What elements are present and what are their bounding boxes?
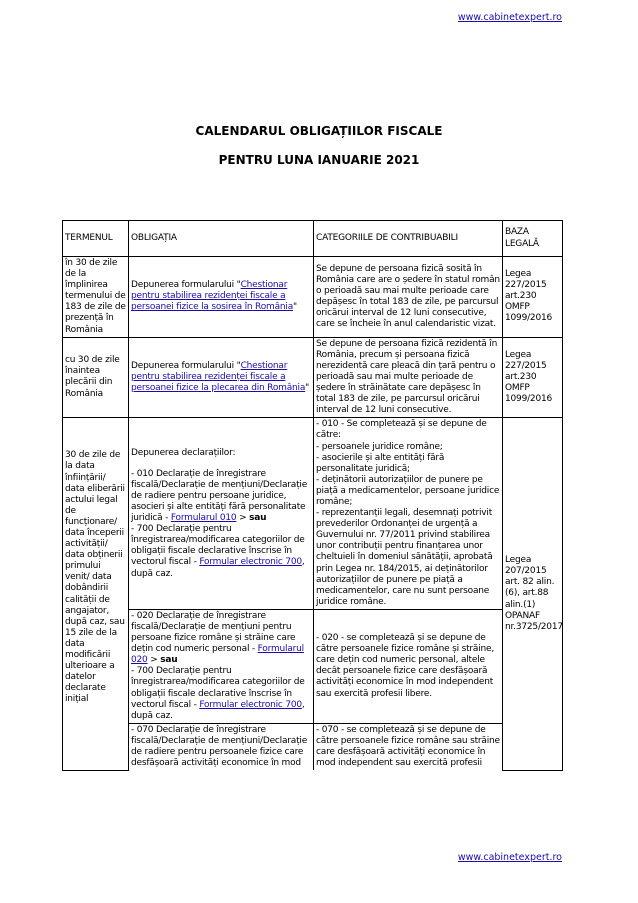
sub1-t1b: > (236, 513, 250, 524)
sub2-decl-700 (131, 666, 311, 721)
sub1-or: sau (249, 513, 267, 524)
sub1-intro: Depunerea declarațiilor: (131, 447, 236, 458)
row3-sub2-obligatia (129, 609, 314, 723)
row1-categorii: Se depune de persoana fizică sosită în România care are o ședere în statul român o perioadă sau mai multe perioade care depășesc în total 183 de zile, pe parcursul oricărui interval de 12 luni consecutive, care se încheie în anul calendaristic vizat. (314, 257, 503, 338)
table-header-row (63, 221, 563, 257)
formular-020-link[interactable]: Formularul 020 (131, 644, 304, 666)
sub1-cat-0: - 010 - Se completează și se depune de către: (316, 419, 487, 441)
row1-oblig-post: " (293, 302, 297, 313)
table-row (63, 418, 563, 610)
formular-700-link[interactable]: Formular electronic 700 (199, 557, 302, 568)
sub1-cat-4: - reprezentanții legali, desemnați potrivit prevederilor Ordonanței de urgență a Guvernului nr. 77/2011 privind stabilirea unor contribuții pentru finanțarea unor cheltuieli în domeniul sănătății, aprobată prin Legea nr. 184/2015, ai deținătorilor autorizațiilor de punere pe piață a medicamentelor, care nu sunt persoane juridice române. (316, 508, 493, 607)
row3-sub1-obligatia (129, 418, 314, 610)
row1-form-link[interactable]: Chestionar pentru stabilirea rezidenței fiscale a persoanei fizice la sosirea în România (131, 280, 294, 313)
sub1-cat-1: - persoanele juridice române; (316, 441, 443, 452)
sub1-t1: - 010 Declarație de înregistrare fiscală/Declarație de mențiuni/Declarație de radiere pentru persoane juridice, asocieri și alte entități fără personalitate juridică - (131, 468, 308, 524)
header-site-link[interactable]: www.cabinetexpert.ro (457, 12, 562, 23)
row1-obligatia (129, 257, 314, 338)
sub2-decl-020 (131, 611, 311, 666)
sub1-t2: - 700 Declarație pentru înregistrarea/modificarea categoriilor de obligații fiscale declarative înscrise în vectorul fiscal - (131, 524, 305, 568)
header-termenul: TERMENUL (63, 221, 129, 257)
sub2-t1: - 020 Declarație de înregistrare fiscală/Declarație de mențiuni pentru persoane fizice române și străine care dețin cod numeric personal - (131, 610, 296, 655)
row2-oblig-pre: Depunerea formularului " (131, 360, 241, 371)
sub1-cat-2: - asocierile și alte entități fără personalitate juridică; (316, 452, 445, 474)
formular-700-link-2[interactable]: Formular electronic 700 (199, 699, 302, 710)
document-title: CALENDARUL OBLIGAȚIILOR FISCALE (195, 124, 443, 138)
table-row (63, 257, 563, 338)
table-row (63, 337, 563, 418)
table-row (63, 609, 563, 723)
sub2-t2b: , după caz. (131, 699, 305, 721)
row1-oblig-pre: Depunerea formularului " (131, 280, 241, 291)
header-baza: BAZA LEGALĂ (503, 221, 563, 257)
row3-sub3-categorii: - 070 - se completează și se depune de către persoanele fizice române sau străine care desfășoară activități economice în mod independent sau exercită profesii (314, 723, 503, 770)
row3-sub2-categorii: - 020 - se completează și se depune de către persoanele fizice române și străine, care dețin cod numeric personal, altele decât persoanele fizice care desfășoară activități economice în mod independent sau exercită profesii libere. (314, 609, 503, 723)
row2-oblig-post: " (305, 383, 310, 394)
row3-baza: Legea 207/2015 art. 82 alin.(6), art.88 alin.(1) OPANAF nr.3725/2017 (503, 418, 563, 770)
row1-termen: în 30 de zile de la împlinirea termenului de 183 de zile de prezență în România (63, 257, 129, 338)
row3-sub3-obligatia: - 070 Declarație de înregistrare fiscală/Declarație de mențiuni/Declarație de radiere pentru persoanele fizice care desfășoară activități economice în mod (129, 723, 314, 770)
footer-site-link[interactable]: www.cabinetexpert.ro (457, 852, 562, 863)
row2-termen: cu 30 de zile înaintea plecării din România (63, 337, 129, 418)
row3-termen: 30 de zile de la data înființării/ data eliberării actului legal de funcționare/ data începerii activității/ data obținerii primului venit/ data dobândirii calității de angajator, după caz, sau 15 zile de la data modificării ulterioare a datelor declarate inițial (63, 418, 129, 770)
row2-categorii: Se depune de persoana fizică rezidentă în România, precum și persoana fizică nerezidentă care pleacă din țară pentru o perioadă sau mai multe perioade de ședere în străinătate care depășesc în total 183 de zile, pe parcursul oricărui interval de 12 luni consecutive. (314, 337, 503, 418)
document-subtitle: PENTRU LUNA IANUARIE 2021 (218, 153, 420, 167)
row1-baza: Legea 227/2015 art.230 OMFP 1099/2016 (503, 257, 563, 338)
sub2-or: sau (160, 655, 178, 666)
sub1-t2b: , după caz. (131, 557, 305, 579)
sub1-cat-3: - deținătorii autorizațiilor de punere pe piață a medicamentelor, persoane juridice române; (316, 474, 500, 507)
row2-baza: Legea 227/2015 art.230 OMFP 1099/2016 (503, 337, 563, 418)
sub1-decl-700 (131, 524, 311, 579)
row2-form-link[interactable]: Chestionar pentru stabilirea rezidenței fiscale a persoanei fizice la plecarea din România (131, 360, 306, 394)
sub2-t1b: > (147, 655, 161, 666)
header-categorii: CATEGORIILE DE CONTRIBUABILI (314, 221, 503, 257)
header-obligatia: OBLIGAȚIA (129, 221, 314, 257)
obligations-table (62, 220, 563, 771)
row3-sub1-categorii (314, 418, 503, 610)
table-row (63, 723, 563, 770)
row2-obligatia (129, 337, 314, 418)
sub2-t2: - 700 Declarație pentru înregistrarea/modificarea categoriilor de obligații fiscale declarative înscrise în vectorul fiscal - (131, 666, 305, 710)
sub1-decl-010 (131, 469, 311, 524)
formular-010-link[interactable]: Formularul 010 (170, 513, 237, 524)
